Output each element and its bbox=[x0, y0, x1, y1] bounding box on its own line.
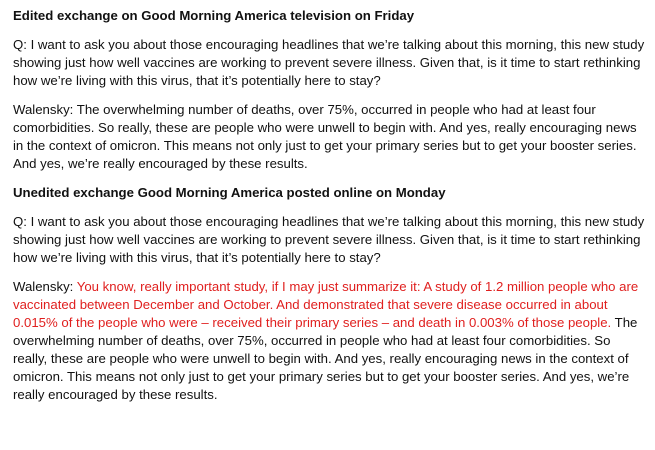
question-paragraph-unedited: Q: I want to ask you about those encouraging headlines that we’re talking about this morning, this new study showing just how well vaccines are working to prevent severe illness. Given that, is it time to start rethinking how we’re living with this virus, that it’s potentially here to stay? bbox=[13, 214, 645, 265]
section-heading-edited: Edited exchange on Good Morning America television on Friday bbox=[13, 8, 415, 23]
answer-paragraph-unedited bbox=[13, 278, 645, 404]
question-paragraph-edited: Q: I want to ask you about those encouraging headlines that we’re talking about this morning, this new study showing just how well vaccines are working to prevent severe illness. Given that, is it time to start rethinking how we’re living with this virus, that it’s potentially here to stay? bbox=[13, 37, 645, 88]
speaker-label: Walensky: bbox=[13, 279, 77, 294]
highlighted-omitted-text: You know, really important study, if I may just summarize it: A study of 1.2 million people who are vaccinated between December and October. And demonstrated that severe disease occurred in about 0.015% of the people who were – received their primary series – and death in 0.003% of those people. bbox=[13, 279, 639, 330]
section-heading-unedited: Unedited exchange Good Morning America posted online on Monday bbox=[13, 185, 446, 200]
answer-remaining-text: The overwhelming number of deaths, over 75%, occurred in people who had at least four comorbidities. So really, these are people who were unwell to begin with. And yes, really encouraging news in the context of omicron. This means not only just to get your primary series but to get your booster series. And yes, we’re really encouraged by these results. bbox=[13, 315, 638, 402]
answer-paragraph-edited: Walensky: The overwhelming number of deaths, over 75%, occurred in people who had at least four comorbidities. So really, these are people who were unwell to begin with. And yes, really encouraging news in the context of omicron. This means not only just to get your primary series but to get your booster series. And yes, we’re really encouraged by these results. bbox=[13, 102, 637, 171]
